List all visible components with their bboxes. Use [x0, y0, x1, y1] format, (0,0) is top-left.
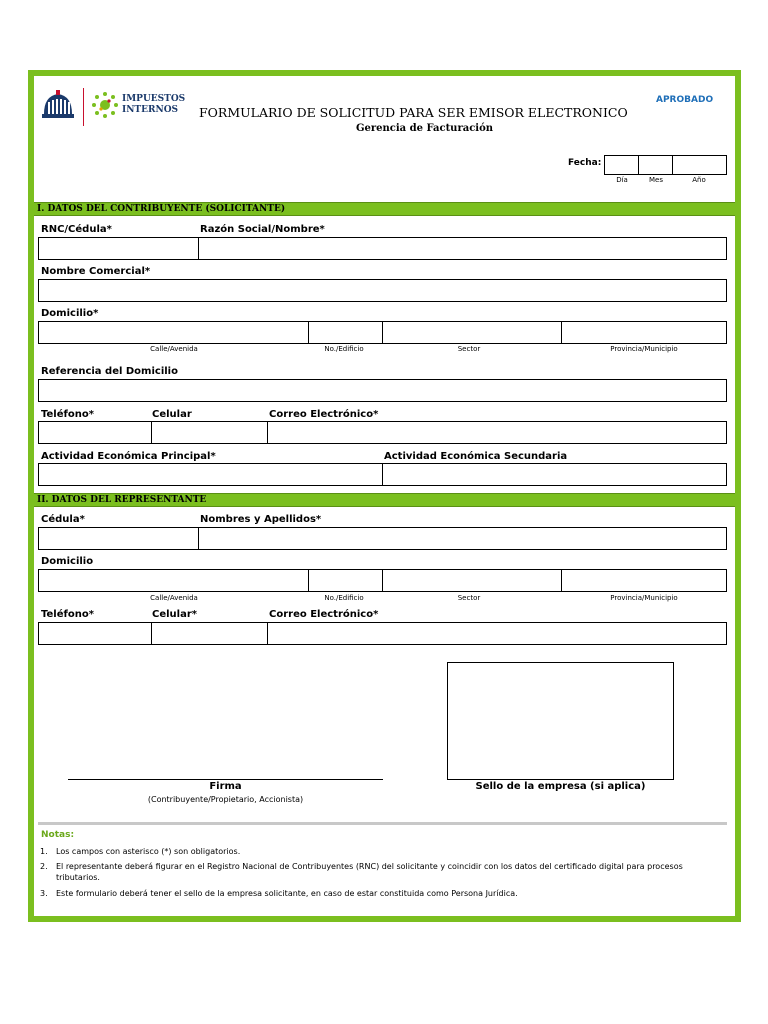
rnc-razon-field[interactable] [38, 237, 727, 260]
note-1-text: Los campos con asterisco (*) son obligatorios. [56, 847, 241, 856]
act-secundaria-label: Actividad Económica Secundaria [384, 451, 568, 462]
sello-box[interactable] [447, 662, 674, 780]
section1-band [34, 202, 735, 216]
fecha-field[interactable] [604, 155, 727, 175]
fecha-dia-label: Día [616, 176, 628, 184]
firma-label: Firma [209, 781, 242, 792]
firma-sub-label: (Contribuyente/Propietario, Accionista) [147, 795, 304, 804]
rep-provincia-label: Provincia/Municipio [610, 594, 678, 602]
note-3-num: 3. [40, 889, 48, 898]
domicilio-label: Domicilio* [41, 308, 99, 319]
nombre-comercial-field[interactable] [38, 279, 727, 302]
actividad-field[interactable] [38, 463, 727, 486]
rep-domicilio-label: Domicilio [41, 556, 94, 567]
cedula-nombres-field[interactable] [38, 527, 727, 550]
razon-label: Razón Social/Nombre* [200, 224, 325, 235]
referencia-field[interactable] [38, 379, 727, 402]
form-subtitle: Gerencia de Facturación [355, 123, 494, 134]
form-title: FORMULARIO DE SOLICITUD PARA SER EMISOR ELECTRONICO [199, 105, 628, 120]
rep-celular-label: Celular* [152, 609, 198, 620]
telefono-celular-correo-field[interactable] [38, 421, 727, 444]
rep-no-edificio-label: No./Edificio [324, 594, 364, 602]
referencia-label: Referencia del Domicilio [41, 366, 178, 377]
fecha-anio-label: Año [692, 176, 706, 184]
telefono-label: Teléfono* [41, 409, 94, 420]
domicilio-field[interactable] [38, 321, 727, 344]
status-badge: APROBADO [656, 95, 714, 105]
nombres-label: Nombres y Apellidos* [200, 514, 322, 525]
section2-title: II. DATOS DEL REPRESENTANTE [37, 495, 207, 505]
calle-label: Calle/Avenida [150, 345, 198, 353]
note-3-text: Este formulario deberá tener el sello de la empresa solicitante, en caso de estar constituida como Persona Jurídica. [56, 889, 518, 898]
rnc-label: RNC/Cédula* [41, 224, 112, 235]
notes-divider [38, 822, 727, 825]
celular-label: Celular [152, 409, 192, 420]
logo-divider [83, 88, 84, 126]
logo-text-line1: IMPUESTOS [122, 94, 186, 104]
firma-line [68, 779, 383, 780]
cedula-label: Cédula* [41, 514, 85, 525]
section2-band [34, 493, 735, 507]
rep-telefono-label: Teléfono* [41, 609, 94, 620]
sun-logo-icon [90, 90, 120, 120]
form-frame [28, 70, 741, 922]
nombre-comercial-label: Nombre Comercial* [41, 266, 151, 277]
note-2-num: 2. [40, 862, 48, 871]
note-2-text: El representante deberá figurar en el Registro Nacional de Contribuyentes (RNC) del solicitante y coincidir con los datos del certificado digital para procesos tributarios. [56, 862, 683, 882]
rep-sector-label: Sector [457, 594, 481, 602]
note-1-num: 1. [40, 847, 48, 856]
rep-telefono-celular-correo-field[interactable] [38, 622, 727, 645]
rep-domicilio-field[interactable] [38, 569, 727, 592]
act-principal-label: Actividad Económica Principal* [41, 451, 216, 462]
sector-label: Sector [457, 345, 481, 353]
coat-of-arms-icon [40, 88, 76, 124]
rep-calle-label: Calle/Avenida [150, 594, 198, 602]
section1-title: I. DATOS DEL CONTRIBUYENTE (SOLICITANTE) [37, 204, 286, 214]
notes-title: Notas: [41, 830, 75, 840]
provincia-label: Provincia/Municipio [610, 345, 678, 353]
fecha-label: Fecha: [568, 158, 602, 168]
fecha-mes-label: Mes [649, 176, 663, 184]
sello-label: Sello de la empresa (si aplica) [475, 781, 646, 792]
correo-label: Correo Electrónico* [269, 409, 379, 420]
logo-text-line2: INTERNOS [122, 105, 179, 115]
no-edificio-label: No./Edificio [324, 345, 364, 353]
rep-correo-label: Correo Electrónico* [269, 609, 379, 620]
